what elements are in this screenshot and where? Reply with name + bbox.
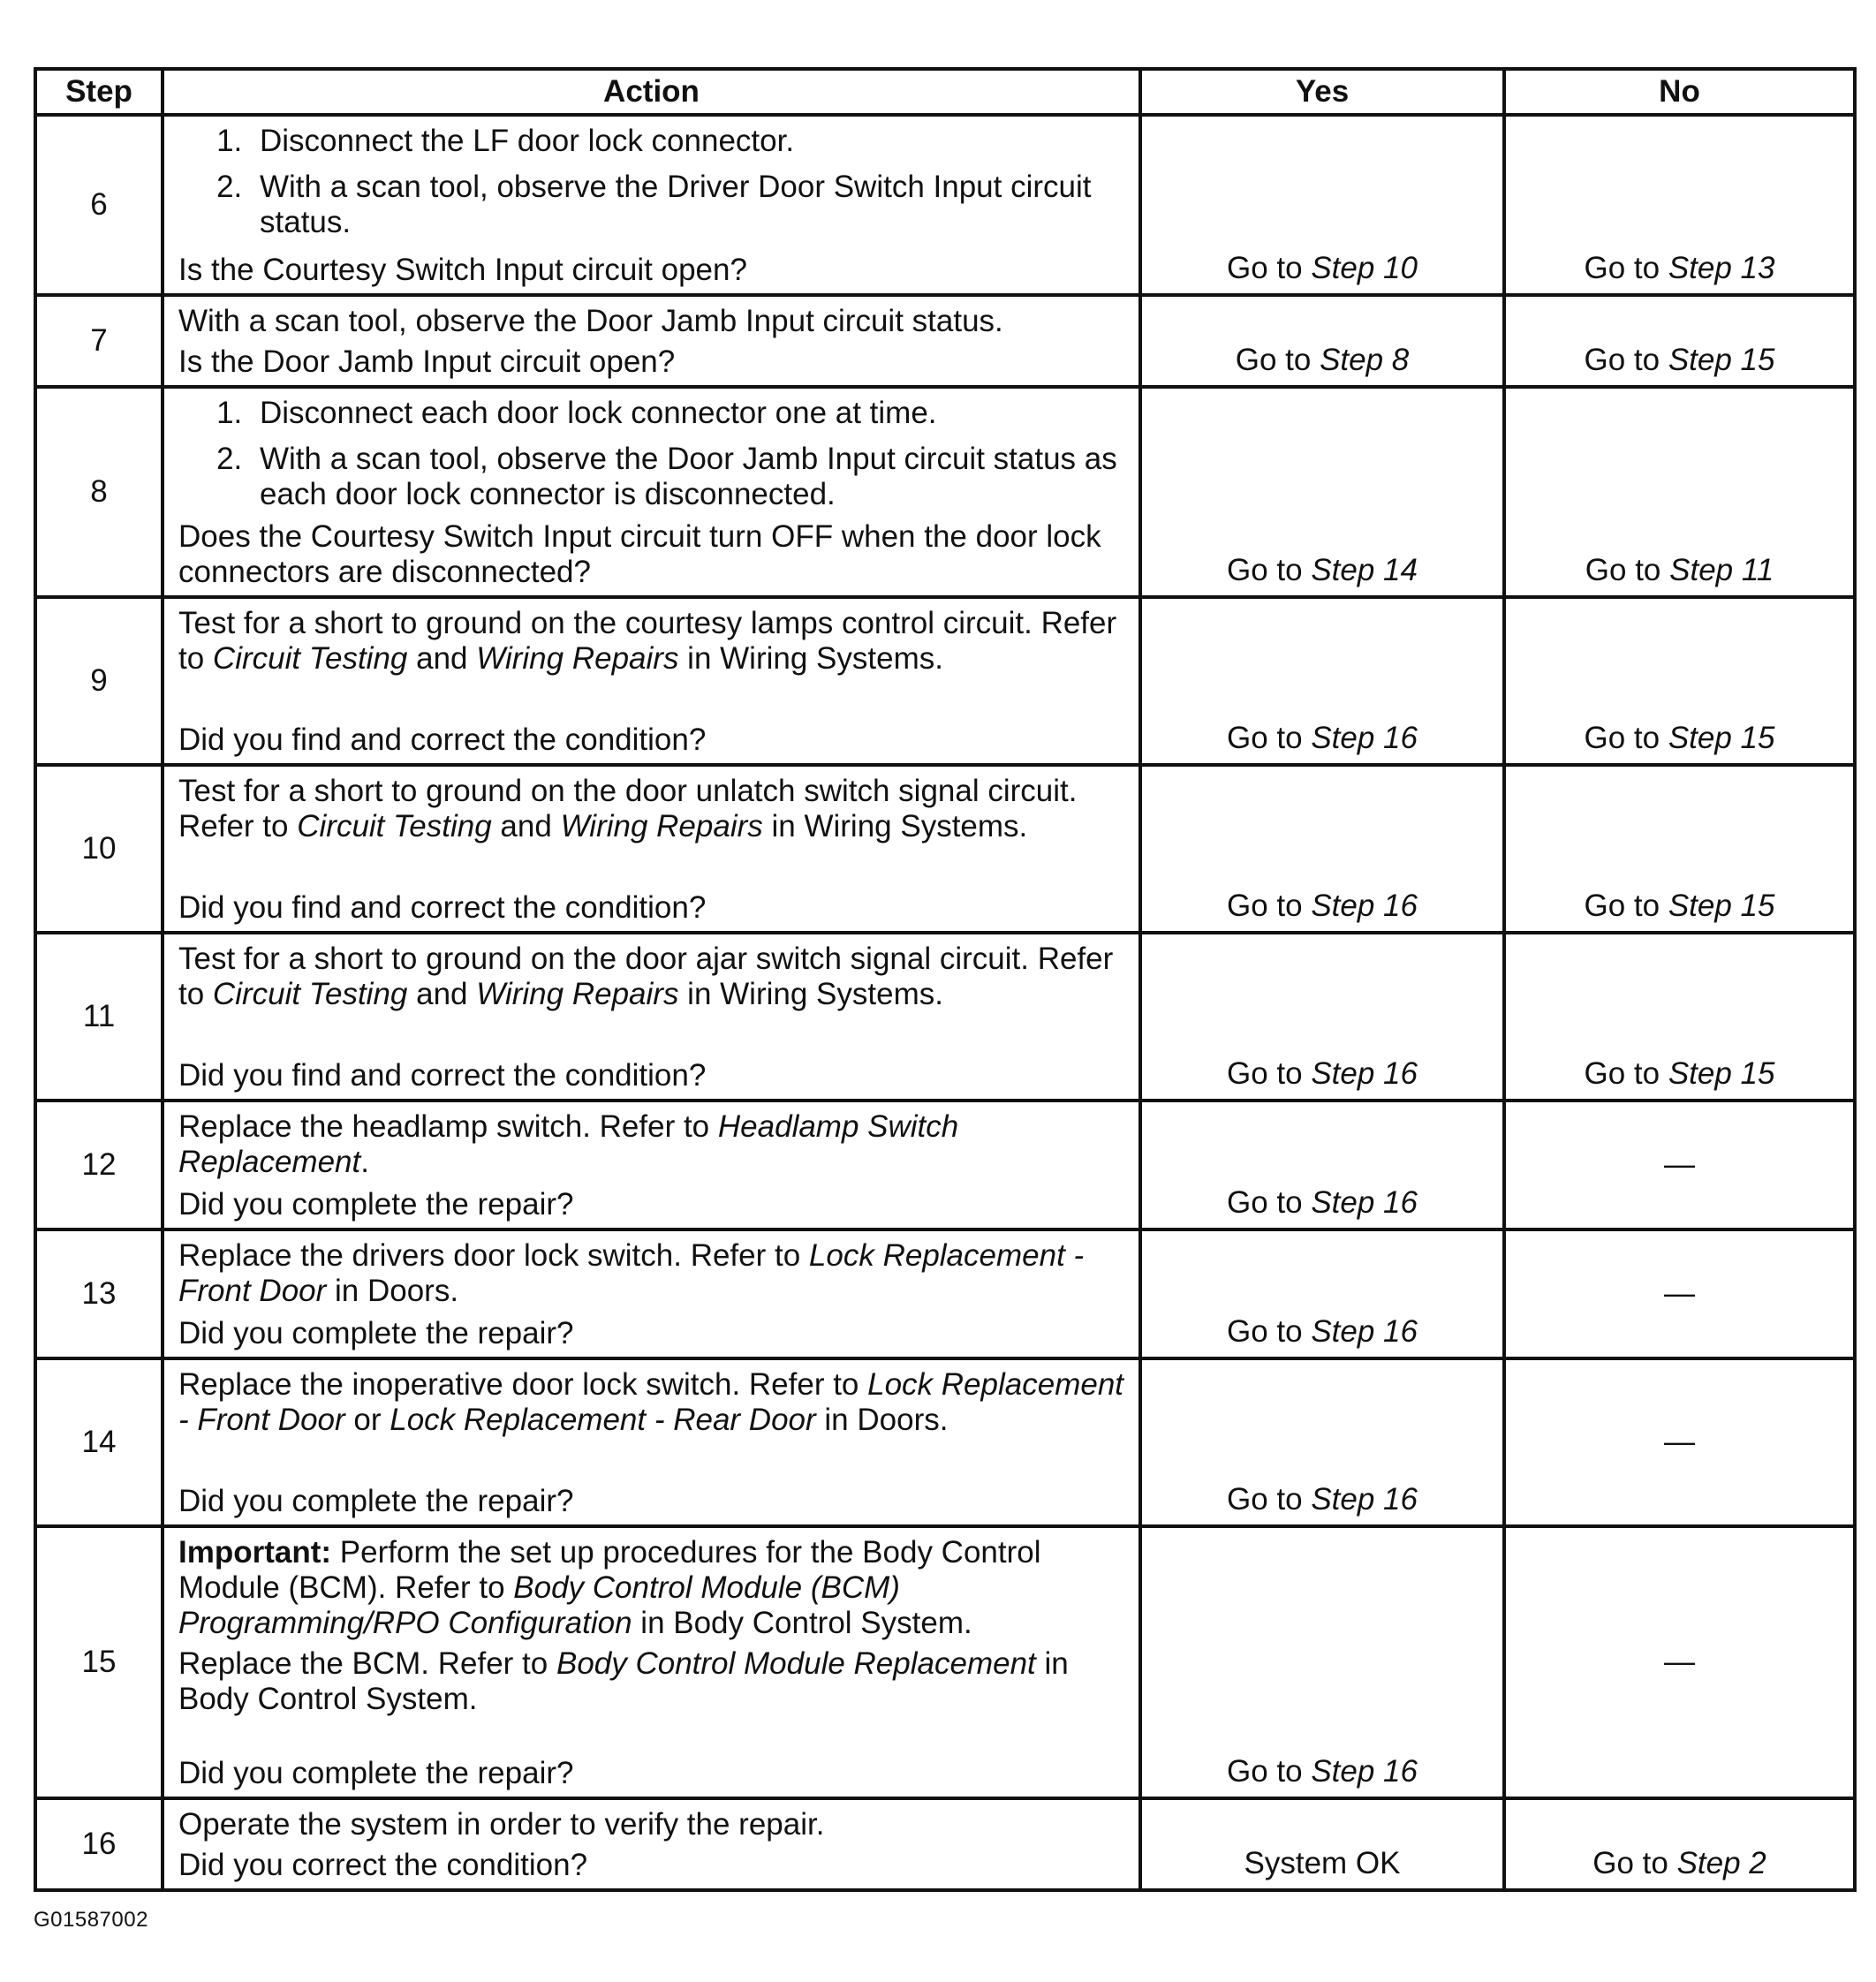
header-action: Action [163, 69, 1140, 115]
action-question: Did you find and correct the condition? [178, 890, 707, 925]
not-applicable-dash: — [1664, 1645, 1695, 1679]
step-number: 16 [35, 1798, 163, 1890]
reference-link: Headlamp Switch Replacement [178, 1109, 959, 1179]
action-question: Did you complete the repair? [178, 1187, 574, 1222]
action-cell [163, 1358, 1140, 1526]
table-row [35, 597, 1855, 765]
action-cell [163, 597, 1140, 765]
yes-cell [1140, 1229, 1504, 1358]
list-item: 1. Disconnect each door lock connector one at time. [251, 396, 1126, 431]
no-cell [1504, 1101, 1855, 1229]
action-question: Did you find and correct the condition? [178, 722, 707, 757]
table-row [35, 933, 1855, 1101]
action-text-part: in Body Control System. [178, 1646, 1069, 1716]
yes-cell [1140, 1798, 1504, 1890]
action-text [178, 1367, 1126, 1438]
yes-cell [1140, 1358, 1504, 1526]
yes-step-ref: Step 16 [1311, 721, 1418, 755]
action-question: Did you complete the repair? [178, 1484, 574, 1518]
reference-link: Lock Replacement - Front Door [178, 1367, 1124, 1437]
no-step-ref: Step 15 [1668, 889, 1775, 923]
yes-prefix: Go to [1227, 721, 1312, 755]
no-cell [1504, 765, 1855, 933]
no-prefix: Go to [1592, 1846, 1677, 1880]
yes-cell [1140, 115, 1504, 295]
yes-step-ref: Step 16 [1311, 889, 1418, 923]
yes-cell [1140, 765, 1504, 933]
yes-step-ref: Step 16 [1311, 1754, 1418, 1789]
no-prefix: Go to [1584, 889, 1668, 923]
yes-prefix: Go to [1227, 1482, 1312, 1517]
step-number: 8 [35, 387, 163, 597]
yes-prefix: Go to [1227, 1754, 1312, 1789]
table-row [35, 1229, 1855, 1358]
yes-prefix: Go to [1235, 343, 1320, 377]
no-cell [1504, 1358, 1855, 1526]
header-yes: Yes [1140, 69, 1504, 115]
action-question: Is the Courtesy Switch Input circuit open? [178, 253, 747, 287]
yes-cell [1140, 597, 1504, 765]
yes-cell [1140, 1101, 1504, 1229]
action-cell [163, 933, 1140, 1101]
no-prefix: Go to [1585, 553, 1670, 587]
no-cell [1504, 295, 1855, 387]
action-text-part: Replace the BCM. Refer to [178, 1646, 556, 1681]
reference-link: Circuit Testing [212, 641, 408, 676]
step-number: 13 [35, 1229, 163, 1358]
reference-link: Lock Replacement - Front Door [178, 1238, 1085, 1308]
table-row [35, 1358, 1855, 1526]
yes-cell [1140, 933, 1504, 1101]
yes-step-ref: Step 14 [1311, 553, 1418, 587]
action-text-part: . [360, 1145, 369, 1179]
yes-prefix: Go to [1227, 251, 1312, 285]
not-applicable-dash: — [1664, 1147, 1695, 1182]
yes-step-ref: Step 16 [1311, 1482, 1418, 1517]
no-cell [1504, 597, 1855, 765]
table-row [35, 1101, 1855, 1229]
reference-link: Circuit Testing [212, 977, 408, 1011]
action-text-part: or [344, 1403, 390, 1437]
no-step-ref: Step 15 [1668, 1056, 1775, 1091]
action-text: Operate the system in order to verify the repair. [178, 1807, 825, 1842]
action-cell [163, 295, 1140, 387]
step-number: 11 [35, 933, 163, 1101]
action-text-part: Test for a short to ground on the door ajar switch signal circuit. Refer to [178, 942, 1114, 1011]
no-prefix: Go to [1584, 251, 1668, 285]
step-number: 9 [35, 597, 163, 765]
action-text-part: and [407, 977, 477, 1011]
action-text-part: Replace the headlamp switch. Refer to [178, 1109, 718, 1144]
reference-link: Wiring Repairs [476, 641, 679, 676]
no-step-ref: Step 15 [1668, 721, 1775, 755]
action-text-part: in Wiring Systems. [678, 641, 943, 676]
action-text-part: in Doors. [326, 1274, 459, 1308]
yes-step-ref: Step 16 [1311, 1314, 1418, 1349]
no-cell [1504, 1526, 1855, 1798]
not-applicable-dash: — [1664, 1276, 1695, 1311]
table-row [35, 1526, 1855, 1798]
no-prefix: Go to [1584, 721, 1668, 755]
action-question: Did you find and correct the condition? [178, 1058, 707, 1093]
diagnostic-table [34, 67, 1857, 1892]
action-text [178, 1646, 1126, 1717]
list-item: 2. With a scan tool, observe the Driver Door Switch Input circuit status. [251, 170, 1126, 240]
no-step-ref: Step 13 [1668, 251, 1775, 285]
reference-link: Body Control Module (BCM) Programming/RPO Configuration [178, 1570, 900, 1640]
no-cell [1504, 387, 1855, 597]
reference-link: Body Control Module Replacement [556, 1646, 1036, 1681]
action-cell [163, 1101, 1140, 1229]
no-cell [1504, 933, 1855, 1101]
action-text-part: Replace the inoperative door lock switch. Refer to [178, 1367, 868, 1402]
no-prefix: Go to [1584, 1056, 1668, 1091]
reference-link: Lock Replacement - Rear Door [390, 1403, 816, 1437]
yes-step-ref: Step 8 [1320, 343, 1410, 377]
action-question: Did you correct the condition? [178, 1848, 588, 1882]
yes-cell [1140, 387, 1504, 597]
action-cell [163, 765, 1140, 933]
important-label: Important: [178, 1535, 332, 1570]
step-number: 6 [35, 115, 163, 295]
no-cell [1504, 1798, 1855, 1890]
action-cell [163, 387, 1140, 597]
yes-prefix: Go to [1227, 1314, 1312, 1349]
action-text-part: in Wiring Systems. [678, 977, 943, 1011]
action-text [178, 774, 1126, 844]
no-cell [1504, 115, 1855, 295]
action-cell [163, 1526, 1140, 1798]
step-number: 10 [35, 765, 163, 933]
action-list [178, 396, 1126, 512]
table-row [35, 387, 1855, 597]
action-text-part: in Doors. [815, 1403, 949, 1437]
action-cell [163, 115, 1140, 295]
action-text [178, 942, 1126, 1012]
yes-prefix: Go to [1227, 889, 1312, 923]
action-text-part: Test for a short to ground on the door unlatch switch signal circuit. Refer to [178, 774, 1078, 843]
yes-step-ref: Step 16 [1311, 1185, 1418, 1220]
step-number: 12 [35, 1101, 163, 1229]
list-item: 2. With a scan tool, observe the Door Jamb Input circuit status as each door lock connector is disconnected. [251, 442, 1126, 512]
no-step-ref: Step 11 [1669, 553, 1774, 587]
action-text: With a scan tool, observe the Door Jamb Input circuit status. [178, 304, 1003, 338]
action-text-part: in Wiring Systems. [762, 809, 1028, 843]
action-question: Did you complete the repair? [178, 1316, 574, 1350]
action-cell [163, 1229, 1140, 1358]
yes-prefix: Go to [1227, 1056, 1312, 1091]
no-prefix: Go to [1584, 343, 1668, 377]
step-number: 7 [35, 295, 163, 387]
figure-id-label: G01587002 [34, 1908, 148, 1932]
action-text-part: Test for a short to ground on the courtesy lamps control circuit. Refer to [178, 606, 1117, 676]
header-row [35, 69, 1855, 115]
table-row [35, 765, 1855, 933]
action-question: Does the Courtesy Switch Input circuit turn OFF when the door lock connectors are disconnected? [178, 519, 1101, 589]
yes-step-ref: Step 10 [1311, 251, 1418, 285]
yes-cell [1140, 295, 1504, 387]
important-note [178, 1535, 1126, 1641]
action-list [178, 124, 1126, 240]
action-text-part: and [491, 809, 561, 843]
step-number: 15 [35, 1526, 163, 1798]
header-no: No [1504, 69, 1855, 115]
yes-cell [1140, 1526, 1504, 1798]
action-text [178, 1109, 1126, 1180]
not-applicable-dash: — [1664, 1425, 1695, 1459]
no-step-ref: Step 2 [1676, 1846, 1766, 1880]
reference-link: Wiring Repairs [560, 809, 763, 843]
action-question: Did you complete the repair? [178, 1756, 574, 1790]
system-ok-text: System OK [1244, 1846, 1401, 1880]
header-step: Step [35, 69, 163, 115]
list-item: 1. Disconnect the LF door lock connector. [251, 124, 1126, 159]
reference-link: Circuit Testing [297, 809, 492, 843]
action-question: Is the Door Jamb Input circuit open? [178, 344, 676, 379]
yes-prefix: Go to [1227, 1185, 1312, 1220]
step-number: 14 [35, 1358, 163, 1526]
table-row [35, 115, 1855, 295]
yes-prefix: Go to [1227, 553, 1312, 587]
action-text [178, 606, 1126, 677]
action-text [178, 1238, 1126, 1309]
no-cell [1504, 1229, 1855, 1358]
action-text-part: and [407, 641, 477, 676]
no-step-ref: Step 15 [1668, 343, 1775, 377]
action-text-part: Perform the set up procedures for the Body Control Module (BCM). Refer to [178, 1535, 1041, 1605]
table-row [35, 1798, 1855, 1890]
action-text-part: Replace the drivers door lock switch. Refer to [178, 1238, 809, 1273]
action-cell [163, 1798, 1140, 1890]
yes-step-ref: Step 16 [1311, 1056, 1418, 1091]
table-row [35, 295, 1855, 387]
reference-link: Wiring Repairs [476, 977, 679, 1011]
action-text-part: in Body Control System. [632, 1606, 972, 1640]
